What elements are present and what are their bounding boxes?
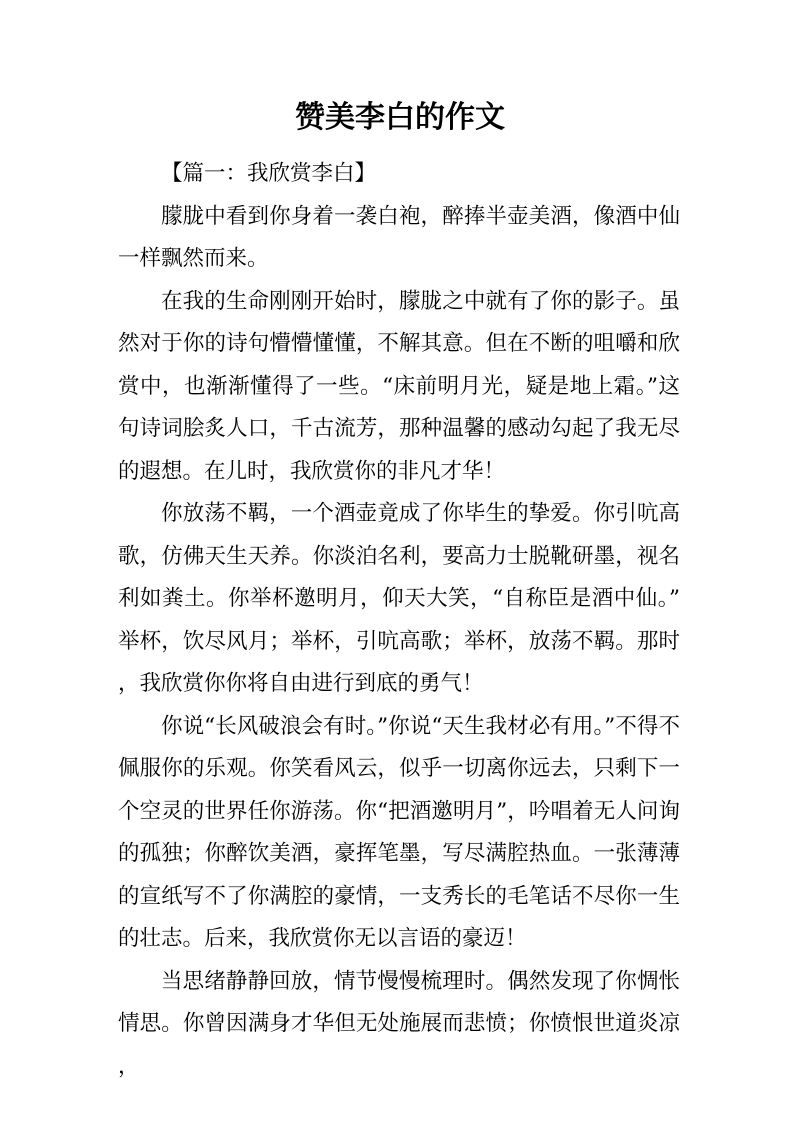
paragraph-4: 你说“长风破浪会有时。”你说“天生我材必有用。”不得不佩服你的乐观。你笑看风云，似乎一切离你远去，只剩下一个空灵的世界任你游荡。你“把酒邀明月”，吟唱着无人问询的孤独；你醉饮美酒，豪挥笔墨，写尽满腔热血。一张薄薄的宣纸写不了你满腔的豪情，一支秀长的毛笔话不尽你一生的壮志。后来，我欣赏你无以言语的豪迈！ <box>118 713 680 951</box>
document-body <box>118 153 680 1088</box>
paragraph-2: 在我的生命刚刚开始时，朦胧之中就有了你的影子。虽然对于你的诗句懵懵懂懂，不解其意。但在不断的咀嚼和欣赏中，也渐渐懂得了一些。“床前明月光，疑是地上霜。”这句诗词脍炙人口，千古流芳，那种温馨的感动勾起了我无尽的遐想。在儿时，我欣赏你的非凡才华！ <box>118 288 680 484</box>
paragraph-3: 你放荡不羁，一个酒壶竟成了你毕生的挚爱。你引吭高歌，仿佛天生天养。你淡泊名利，要高力士脱靴研墨，视名利如粪土。你举杯邀明月，仰天大笑，“自称臣是酒中仙。”举杯，饮尽风月；举杯，引吭高歌；举杯，放荡不羁。那时，我欣赏你你将自由进行到底的勇气！ <box>118 501 680 696</box>
paragraph-1: 朦胧中看到你身着一袭白袍，醉捧半壶美酒，像酒中仙一样飘然而来。 <box>118 203 680 271</box>
paragraph-5: 当思绪静静回放，情节慢慢梳理时。偶然发现了你惆怅情思。你曾因满身才华但无处施展而悲愤；你愤恨世道炎凉， <box>118 968 680 1079</box>
document-title: 赞美李白的作文 <box>295 100 505 135</box>
section-heading: 【篇一：我欣赏李白】 <box>161 161 377 186</box>
